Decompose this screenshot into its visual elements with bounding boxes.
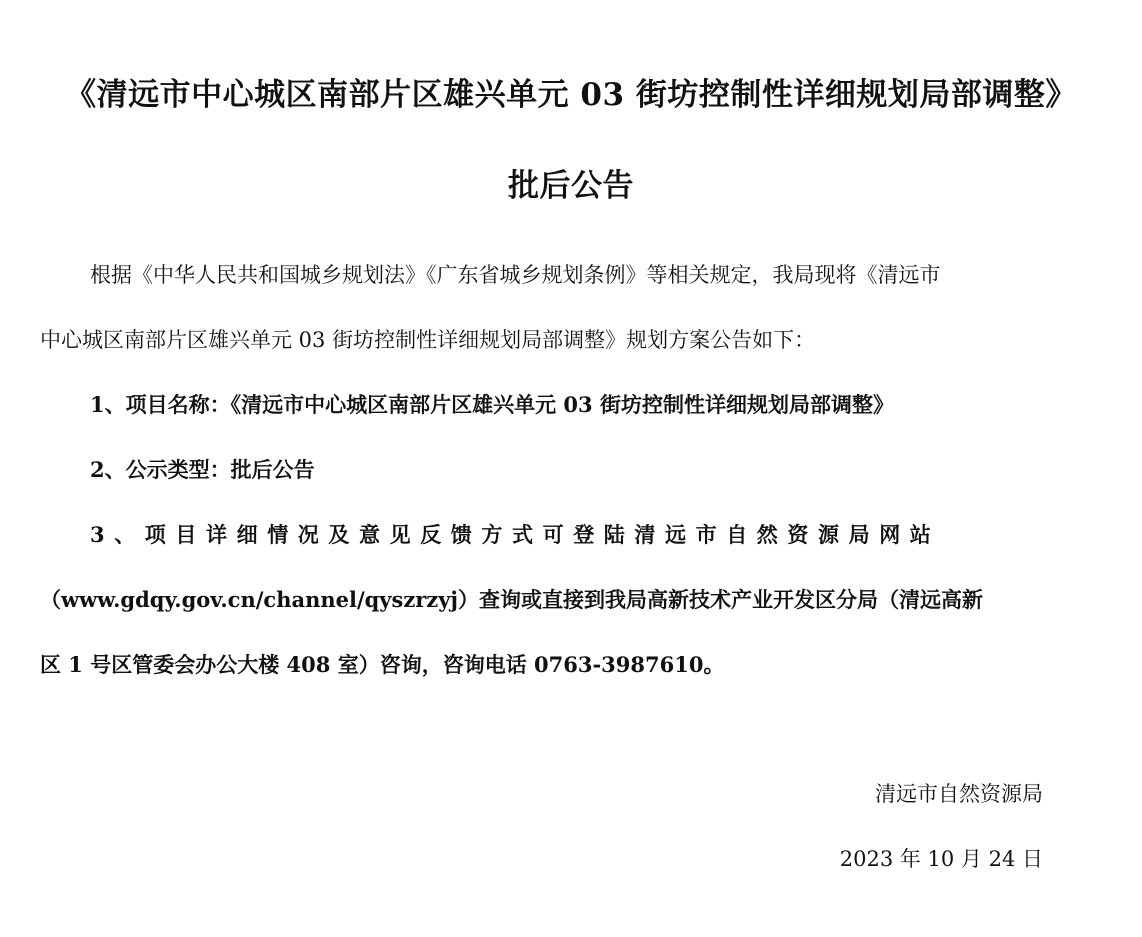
document-title: 《清远市中心城区南部片区雄兴单元 03 街坊控制性详细规划局部调整》	[65, 77, 1077, 113]
document-subtitle: 批后公告	[508, 168, 634, 204]
item-details-line-1: 3、项目详细情况及意见反馈方式可登陆清远市自然资源局网站	[90, 522, 941, 547]
signature-date: 2023 年 10 月 24 日	[839, 847, 1043, 871]
intro-paragraph-line-1: 根据《中华人民共和国城乡规划法》《广东省城乡规划条例》等相关规定，我局现将《清远市	[90, 263, 941, 287]
item-details-line-3: 区 1 号区管委会办公大楼 408 室）咨询，咨询电话 0763-3987610。	[40, 652, 725, 677]
intro-paragraph-line-2: 中心城区南部片区雄兴单元 03 街坊控制性详细规划局部调整》规划方案公告如下：	[40, 328, 816, 352]
item-project-name: 1、项目名称：《清远市中心城区南部片区雄兴单元 03 街坊控制性详细规划局部调整》	[90, 392, 894, 417]
item-announcement-type: 2、公示类型：批后公告	[90, 457, 315, 482]
signature-organization: 清远市自然资源局	[875, 782, 1043, 806]
item-details-line-2: （www.gdqy.gov.cn/channel/qyszrzyj）查询或直接到我局高新技术产业开发区分局（清远高新	[40, 587, 984, 612]
